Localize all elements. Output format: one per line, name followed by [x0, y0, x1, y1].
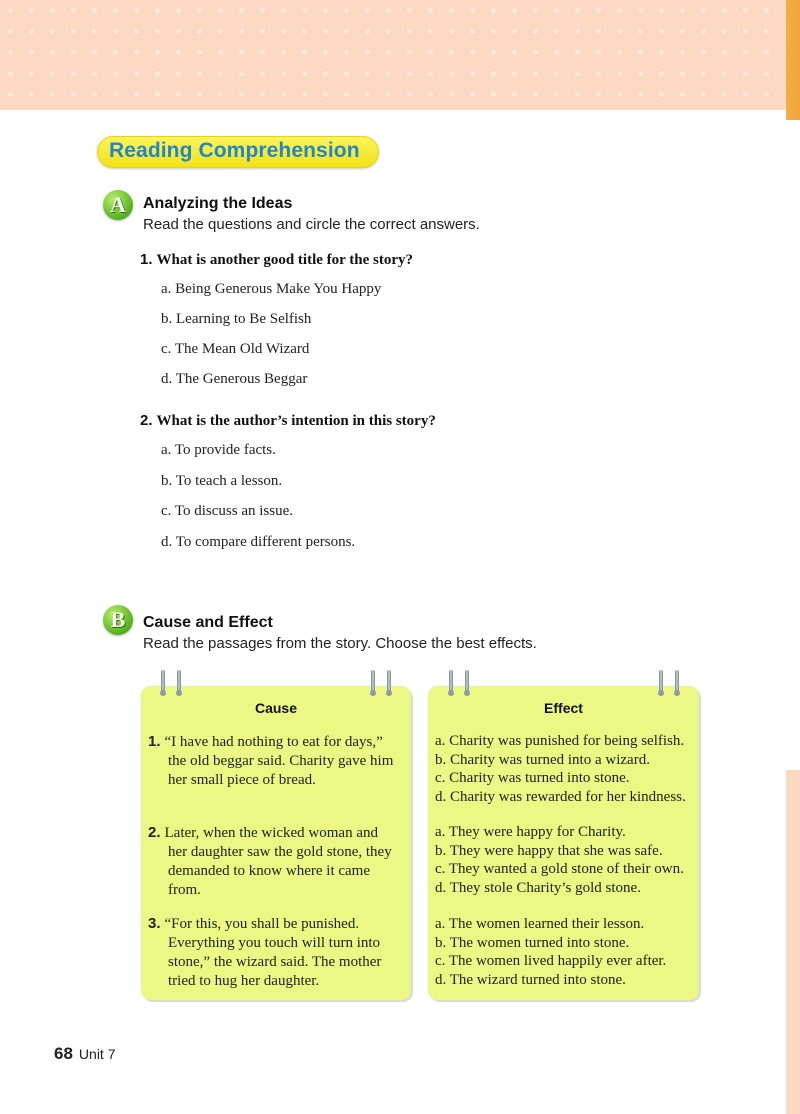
effect-option[interactable]: c. Charity was turned into stone.	[435, 770, 630, 786]
answer-option[interactable]: c. To discuss an issue.	[161, 503, 293, 519]
cause-item-2	[148, 823, 406, 900]
question-text: What is another good title for the story?	[156, 252, 414, 268]
binder-ring	[659, 670, 663, 694]
question-number: 2.	[140, 412, 153, 429]
cause-number: 1.	[148, 733, 161, 750]
page-footer	[54, 1044, 116, 1064]
effect-options-3	[435, 915, 697, 989]
cause-line: Everything you touch will turn into	[168, 935, 381, 951]
cause-line: her small piece of bread.	[168, 772, 316, 788]
cause-line: the old beggar said. Charity gave him	[168, 753, 394, 769]
question-2	[140, 412, 436, 430]
effect-option[interactable]: c. They wanted a gold stone of their own.	[435, 861, 684, 877]
effect-option[interactable]: b. Charity was turned into a wizard.	[435, 751, 650, 768]
cause-number: 2.	[148, 824, 161, 841]
question-1	[140, 251, 413, 269]
effect-option[interactable]: b. The women turned into stone.	[435, 934, 630, 951]
binder-ring	[387, 670, 391, 694]
cause-line: her daughter saw the gold stone, they	[168, 844, 392, 860]
effect-option[interactable]: c. The women lived happily ever after.	[435, 953, 667, 969]
section-b-title: Cause and Effect	[143, 614, 273, 631]
binder-ring	[675, 670, 679, 694]
effect-option[interactable]: a. They were happy for Charity.	[435, 824, 626, 840]
effect-option[interactable]: a. Charity was punished for being selfish.	[435, 733, 685, 749]
binder-ring	[161, 670, 165, 694]
cause-line: “For this, you shall be punished.	[164, 916, 360, 932]
effect-option[interactable]: d. They stole Charity’s gold stone.	[435, 879, 641, 896]
cause-line: demanded to know where it came	[168, 863, 371, 879]
answer-option[interactable]: d. To compare different persons.	[161, 534, 356, 550]
effect-option[interactable]: a. The women learned their lesson.	[435, 916, 645, 932]
cause-line: tried to hug her daughter.	[168, 973, 320, 989]
answer-option[interactable]: c. The Mean Old Wizard	[161, 341, 310, 357]
cause-line: stone,” the wizard said. The mother	[168, 954, 382, 970]
binder-ring	[465, 670, 469, 694]
effect-header: Effect	[544, 700, 583, 716]
section-a-title: Analyzing the Ideas	[143, 195, 293, 212]
cause-line: from.	[168, 882, 201, 898]
cause-number: 3.	[148, 915, 161, 932]
answer-option[interactable]: b. To teach a lesson.	[161, 473, 283, 489]
answer-option[interactable]: b. Learning to Be Selfish	[161, 311, 312, 327]
decorative-top-band	[0, 0, 786, 110]
page-edge-tab-top	[786, 0, 800, 120]
answer-option[interactable]: d. The Generous Beggar	[161, 371, 308, 387]
page-title: Reading Comprehension	[109, 139, 360, 162]
section-a-badge: A	[103, 190, 133, 220]
cause-item-3	[148, 914, 406, 991]
cause-line: “I have had nothing to eat for days,”	[164, 734, 383, 750]
binder-ring	[371, 670, 375, 694]
unit-label: Unit 7	[78, 1046, 116, 1062]
answer-option[interactable]: a. To provide facts.	[161, 442, 276, 458]
section-b-badge: B	[103, 605, 133, 635]
page-number: 68	[54, 1044, 73, 1063]
binder-ring	[449, 670, 453, 694]
binder-ring	[177, 670, 181, 694]
effect-option[interactable]: d. The wizard turned into stone.	[435, 971, 626, 988]
page-edge-tab-bottom	[786, 770, 800, 1114]
question-text: What is the author’s intention in this story?	[156, 413, 436, 429]
cause-item-1	[148, 732, 406, 790]
section-b-instruction: Read the passages from the story. Choose the best effects.	[143, 635, 537, 652]
effect-option[interactable]: d. Charity was rewarded for her kindness.	[435, 788, 686, 805]
effect-option[interactable]: b. They were happy that she was safe.	[435, 842, 663, 859]
effect-options-2	[435, 823, 697, 897]
cause-line: Later, when the wicked woman and	[164, 825, 379, 841]
cause-header: Cause	[254, 700, 298, 716]
question-number: 1.	[140, 251, 153, 268]
section-a-instruction: Read the questions and circle the correct answers.	[143, 216, 480, 233]
answer-option[interactable]: a. Being Generous Make You Happy	[161, 281, 382, 297]
effect-options-1	[435, 732, 697, 806]
